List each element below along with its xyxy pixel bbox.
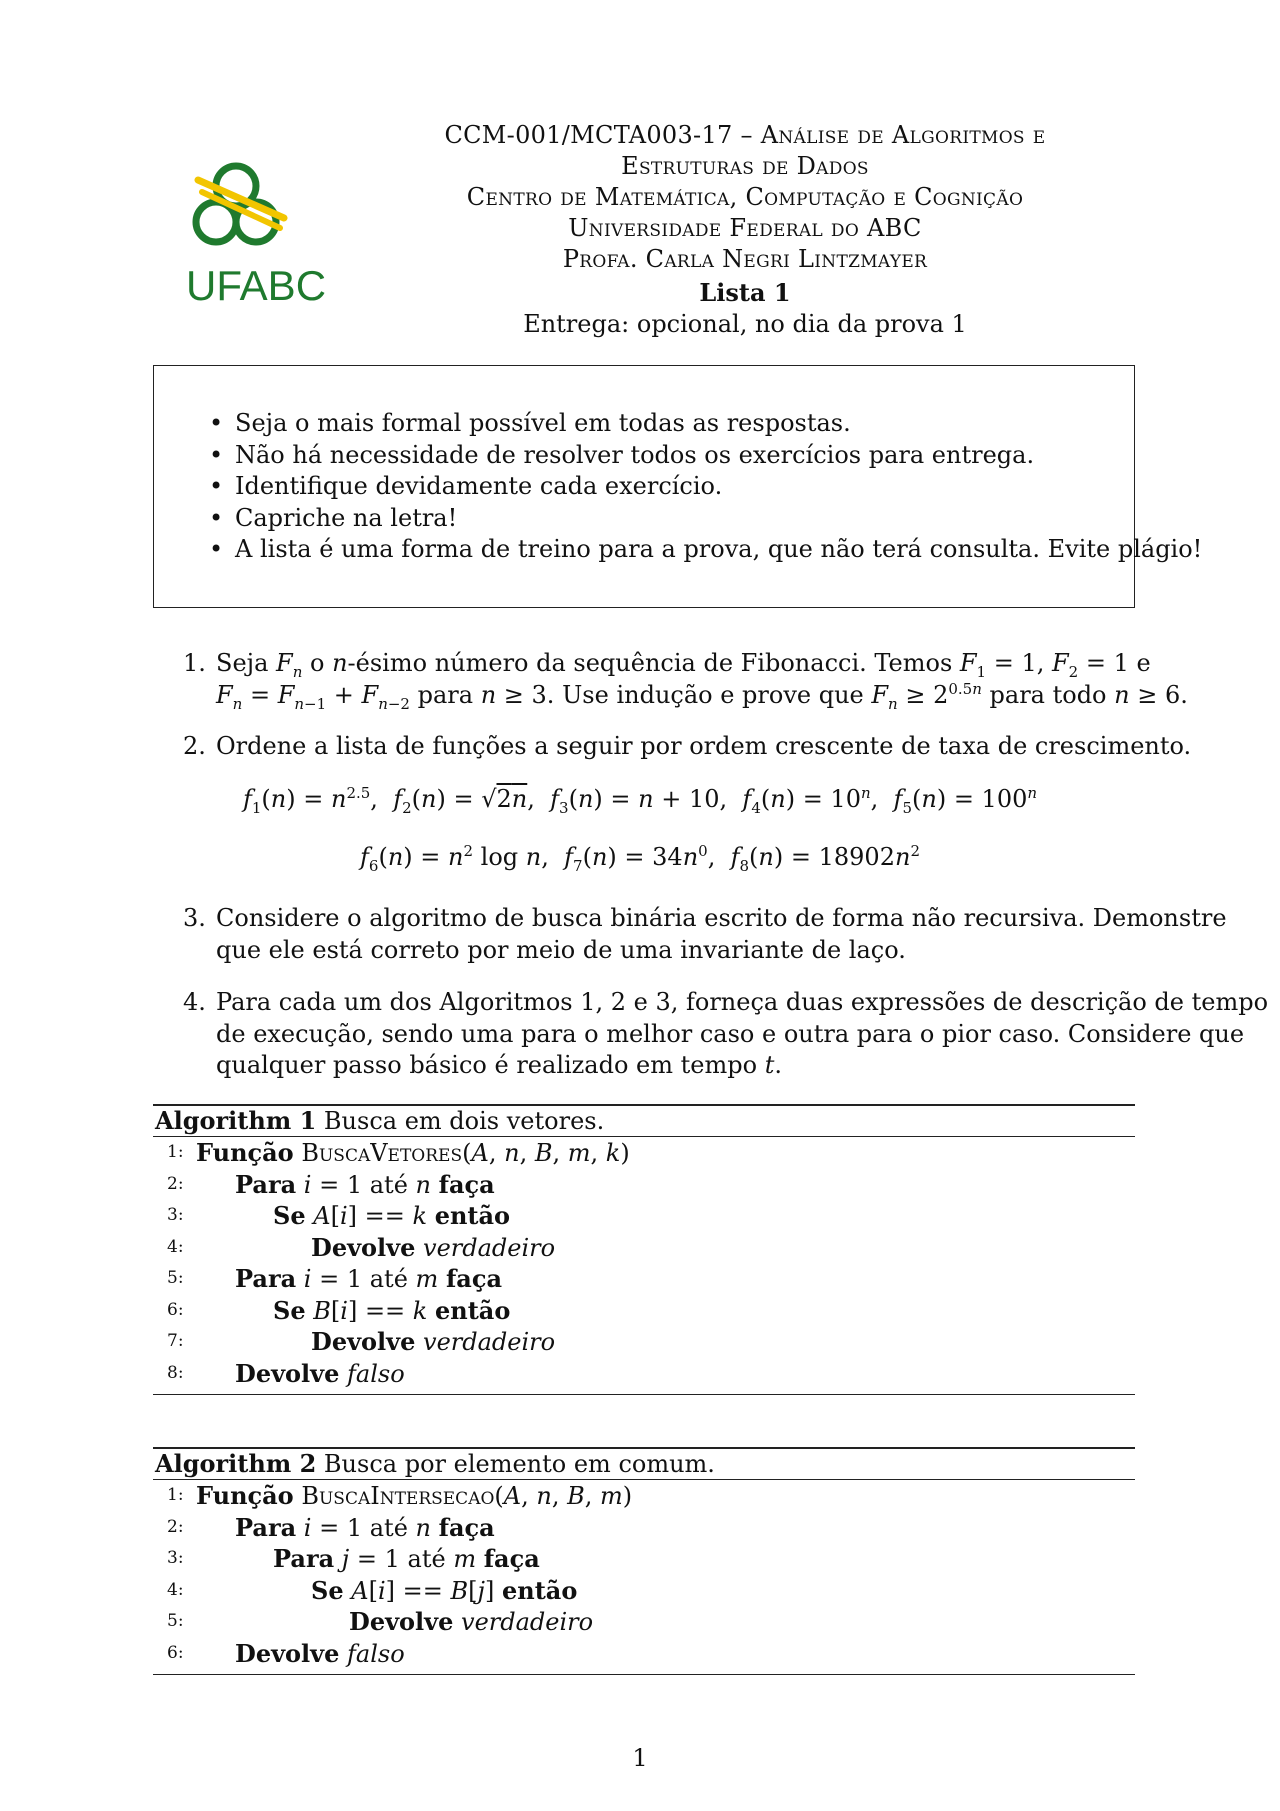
instructions-list (209, 408, 1202, 566)
algorithm-line: 3: Para j = 1 até m faça (167, 1544, 540, 1573)
question-3-line: Considere o algoritmo de busca binária escrito de forma não recursiva. Demonstre (216, 904, 1227, 932)
question-text (216, 731, 1192, 763)
question-number: 4. (183, 988, 206, 1016)
algorithm-line: 6: Se B[i] == k então (167, 1295, 511, 1325)
question-4-line: de execução, sendo uma para o melhor caso e outra para o pior caso. Considere que (216, 1019, 1245, 1048)
algorithm-line: 7: Devolve verdadeiro (167, 1327, 556, 1356)
question-text (216, 903, 1227, 966)
algorithm-line: 1: Função BuscaIntersecao(A, n, B, m) (167, 1481, 633, 1510)
page-number: 1 (632, 1744, 648, 1772)
algorithm-line: 4: Devolve verdadeiro (167, 1232, 556, 1262)
algorithm-line: 8: Devolve falso (167, 1358, 405, 1388)
ufabc-logo-icon (188, 158, 348, 308)
instruction-item: • Identifique devidamente cada exercício. (209, 471, 1202, 503)
course-title-line1: CCM-001/MCTA003-17 – Análise de Algoritmos e (444, 121, 1046, 149)
instruction-item: • A lista é uma forma de treino para a prova, que não terá consulta. Evite plágio! (209, 534, 1202, 566)
course-title-line2: Estruturas de Dados (621, 152, 869, 180)
center-name: Centro de Matemática, Computação e Cognição (466, 183, 1024, 211)
algorithm-line: 1: Função BuscaVetores(A, n, B, m, k) (167, 1138, 630, 1167)
instruction-item: • Não há necessidade de resolver todos os exercícios para entrega. (209, 440, 1202, 472)
logo-wordmark: UFABC (188, 262, 327, 308)
algorithm-caption: Algorithm 1 Busca em dois vetores. (155, 1106, 605, 1135)
equation-functions-2: $f_6(n) = n^2$ log n, $f_7(n) = 34n^0$, $f_8(n) = 18902n^2$ (360, 842, 920, 875)
instruction-item: • Capriche na letra! (209, 503, 1202, 535)
question-text: Para cada um dos Algoritmos 1, 2 e 3, forneça duas expressões de descrição de tempo de execução, sendo uma para o melhor caso e outra para o pior caso. Considere que qualquer passo básico é realizado em tempo t. (216, 988, 1269, 1079)
algorithm-caption: Algorithm 2 Busca por elemento em comum. (155, 1449, 715, 1478)
algorithm-2 (153, 1447, 1135, 1675)
algorithm-1 (153, 1104, 1135, 1395)
question-number: 2. (183, 732, 206, 760)
delivery-note: Entrega: opcional, no dia da prova 1 (523, 310, 967, 338)
algorithm-line: 5: Para i = 1 até m faça (167, 1264, 502, 1293)
question-number: 1. (183, 649, 206, 677)
list-title: Lista 1 (699, 278, 791, 307)
algorithm-line: 2: Para i = 1 até n faça (167, 1169, 495, 1199)
question-text: Seja $F_n$ o n-ésimo número da sequência de Fibonacci. Temos $F_1 = 1$, $F_2 = 1$ e $F_n = F_{n-1} + F_{n-2}$ para n ≥ 3. Use indução e prove que $F_n \ge 2^{0.5n}$ para todo n ≥ 6. (216, 649, 1188, 713)
algorithm-line: 2: Para i = 1 até n faça (167, 1512, 495, 1542)
question-4-line: qualquer passo básico é realizado em tempo (216, 1051, 758, 1079)
equation-functions-1: $f_1(n) = n^{2.5}$, $f_2(n) = √2n$, $f_3(n) = n + 10$, $f_4(n) = 10^n$, $f_5(n) = 100^n$ (242, 784, 1038, 817)
instruction-item: • Seja o mais formal possível em todas as respostas. (209, 408, 1202, 440)
question-number: 3. (183, 904, 206, 932)
algorithm-line: 5: Devolve verdadeiro (167, 1607, 594, 1636)
algorithm-line: 3: Se A[i] == k então (167, 1201, 511, 1230)
instructions-box (153, 365, 1203, 608)
algorithm-line: 6: Devolve falso (167, 1638, 405, 1668)
university-name: Universidade Federal do ABC (568, 214, 922, 242)
professor-name: Profa. Carla Negri Lintzmayer (562, 245, 928, 273)
question-2-text: Ordene a lista de funções a seguir por ordem crescente de taxa de crescimento. (216, 732, 1192, 760)
algorithm-line: 4: Se A[i] == B[j] então (167, 1575, 578, 1605)
ufabc-logo (188, 158, 348, 308)
question-4-line: Para cada um dos Algoritmos 1, 2 e 3, forneça duas expressões de descrição de tempo (216, 988, 1269, 1016)
question-3-line: que ele está correto por meio de uma invariante de laço. (216, 935, 906, 964)
